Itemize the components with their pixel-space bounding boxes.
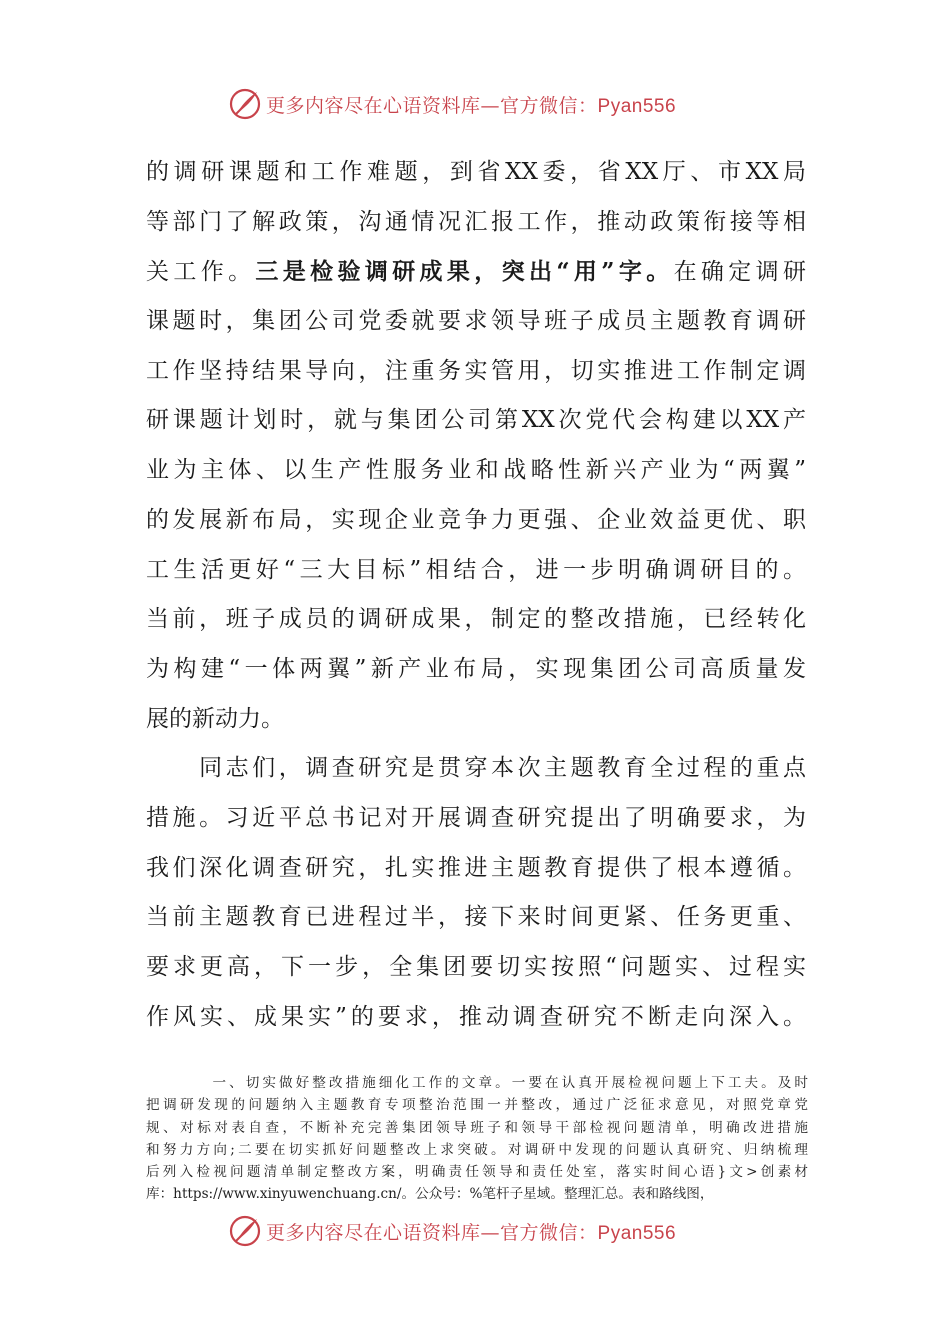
body-line: 措施。习近平总书记对开展调查研究提出了明确要求，为 [146,804,806,831]
body-line: 等部门了解政策，沟通情况汇报工作，推动政策衔接等相 [146,208,806,235]
body-paragraphs [146,148,806,1042]
body-line: 研课题计划时，就与集团公司第XX次党代会构建以XX产 [146,407,806,434]
body-line: 课题时，集团公司党委就要求领导班子成员主题教育调研 [146,308,806,335]
body-line: 工作坚持结果导向，注重务实管用，切实推进工作制定调 [146,357,806,384]
body-line: 业为主体、以生产性服务业和战略性新兴产业为“两翼” [146,457,806,484]
note-line: 把调研发现的问题纳入主题教育专项整治范围一并整改，通过广泛征求意见，对照党章党 [146,1097,808,1114]
banner-text: 更多内容尽在心语资料库—官方微信：Pyan556 [266,1221,677,1244]
body-line: 展的新动力。 [146,705,284,732]
body-line: 工生活更好“三大目标”相结合，进一步明确调研目的。 [146,556,806,583]
footnote-block [146,1072,808,1206]
body-line: 作风实、成果实”的要求，推动调查研究不断走向深入。 [146,1003,806,1030]
body-line: 当前，班子成员的调研成果，制定的整改措施，已经转化 [146,606,806,633]
footer-banner [228,1211,728,1251]
body-line-mixed: 关工作。三是检验调研成果，突出“用”字。在确定调研 [146,258,806,286]
body-line: 当前主题教育已进程过半，接下来时间更紧、任务更重、 [146,904,806,931]
body-line: 的调研课题和工作难题，到省XX委，省XX厅、市XX局 [146,159,806,185]
banner-text: 更多内容尽在心语资料库—官方微信：Pyan556 [266,94,677,117]
body-line: 的发展新布局，实现企业竞争力更强、企业效益更优、职 [146,506,806,533]
note-line: 一、切实做好整改措施细化工作的文章。一要在认真开展检视问题上下工夫。及时 [146,1075,808,1091]
body-line: 要求更高，下一步，全集团要切实按照“问题实、过程实 [146,954,806,980]
body-line: 我们深化调查研究，扎实推进主题教育提供了根本遵循。 [146,854,806,881]
header-banner [228,84,728,124]
quill-logo-icon [228,87,262,121]
note-line: 库：https://www.xinyuwenchuang.cn/。公众号：%笔杆子星域。整理汇总。表和路线图， [146,1186,714,1203]
bold-heading: 三是检验调研成果，突出“用”字。 [255,258,674,286]
note-line: 规、对标对表自查，不断补充完善集团领导班子和领导干部检视问题清单，明确改进措施 [146,1119,808,1136]
quill-logo-icon [228,1214,262,1248]
note-line: 和努力方向;二要在切实抓好问题整改上求突破。对调研中发现的问题认真研究、归纳梳理 [146,1141,808,1158]
body-line: 为构建“一体两翼”新产业布局，实现集团公司高质量发 [146,655,806,682]
note-line: 后列入检视问题清单制定整改方案，明确责任领导和责任处室，落实时间心语}文>创素材 [146,1164,808,1181]
body-line: 同志们，调查研究是贯穿本次主题教育全过程的重点 [146,755,806,782]
